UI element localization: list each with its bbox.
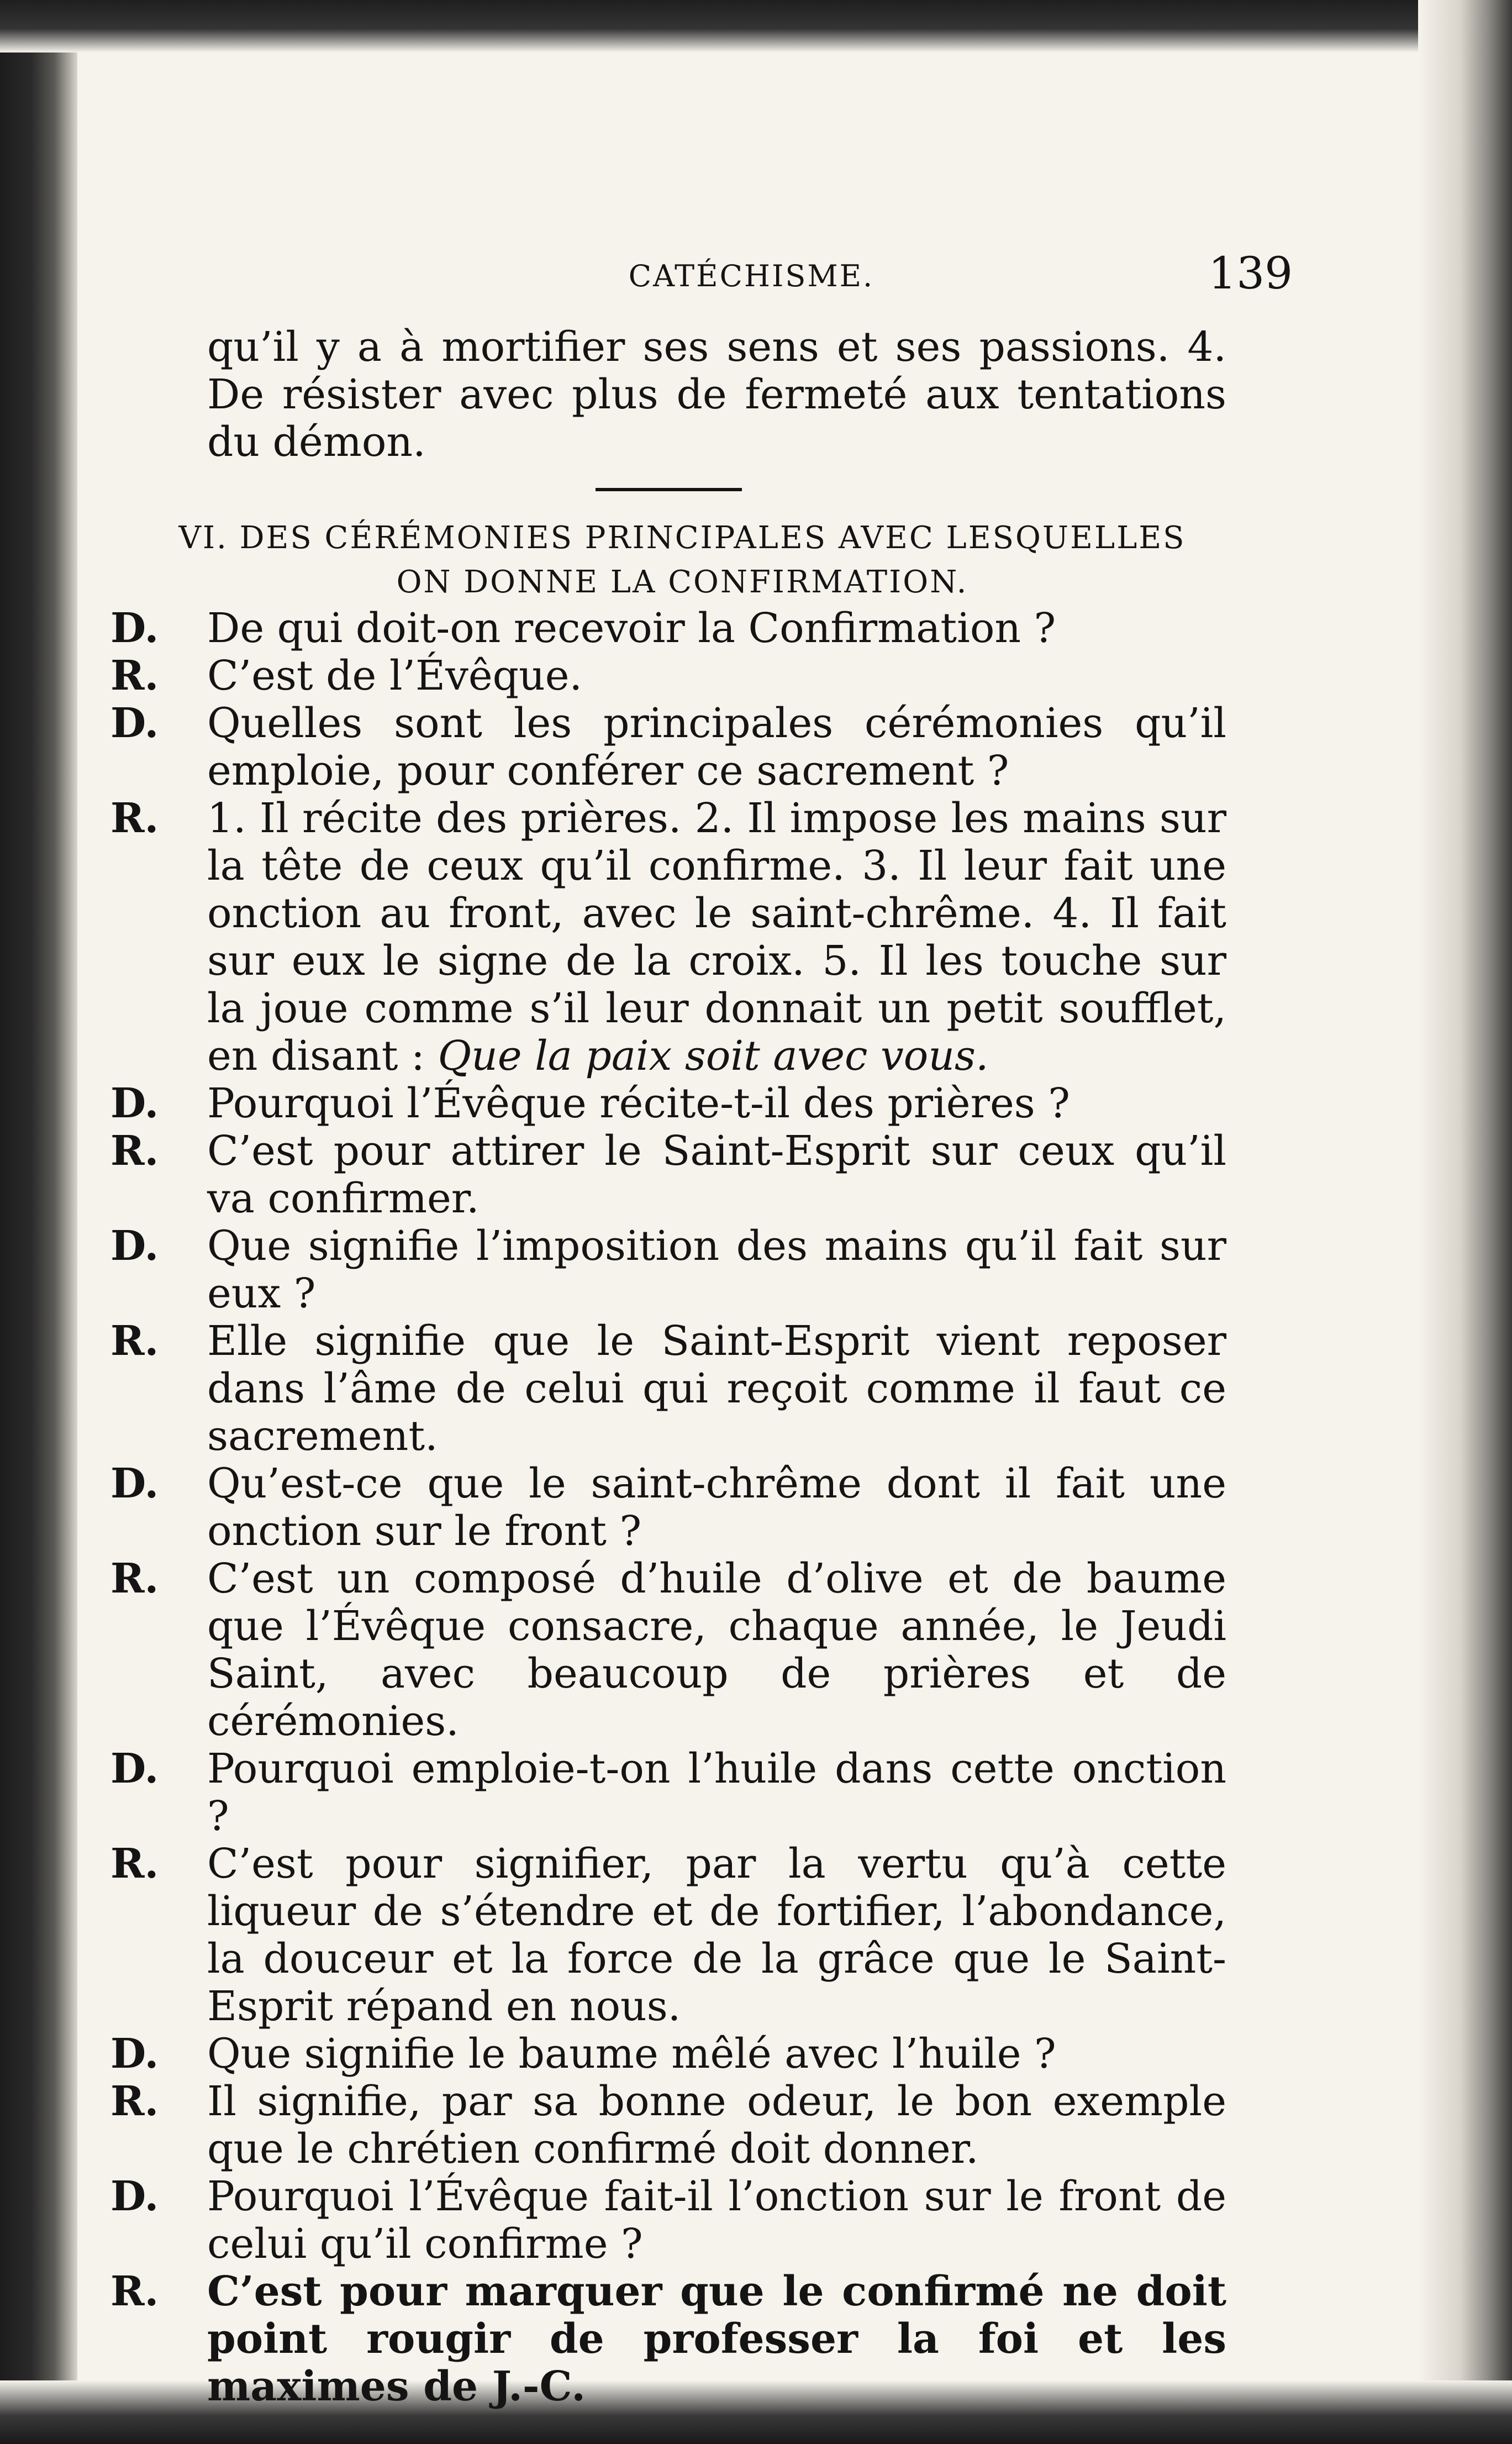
qa-text: Pourquoi l’Évêque récite-t-il des prières ? [207, 1080, 1070, 1127]
continuation-paragraph: qu’il y a à mortifier ses sens et ses passions. 4. De résister avec plus de fermeté aux tentations du démon. [207, 323, 1226, 466]
qa-marker: R. [110, 2078, 159, 2125]
qa-marker: R. [110, 652, 159, 700]
qa-text: Elle signifie que le Saint-Esprit vient reposer dans l’âme de celui qui reçoit comme il faut ce sacrement. [207, 1317, 1226, 1460]
qa-item [110, 1745, 1226, 1840]
page-right-edge [1418, 0, 1512, 2444]
qa-item [110, 1460, 1226, 1555]
qa-text: Pourquoi l’Évêque fait-il l’onction sur le front de celui qu’il confirme ? [207, 2173, 1226, 2268]
qa-item [110, 2268, 1226, 2410]
qa-marker: D. [110, 1080, 159, 1127]
section-rule [596, 488, 742, 491]
running-head: CATÉCHISME. [628, 259, 874, 293]
qa-marker: R. [110, 1840, 159, 1888]
qa-marker: R. [110, 1555, 159, 1602]
qa-text: Que signifie le baume mêlé avec l’huile ? [207, 2030, 1056, 2078]
qa-marker: D. [110, 2030, 159, 2078]
qa-item [110, 2078, 1226, 2173]
qa-text: Quelles sont les principales cérémonies qu’il emploie, pour conférer ce sacrement ? [207, 700, 1226, 795]
qa-item [110, 1555, 1226, 1745]
qa-marker: R. [110, 1317, 159, 1365]
qa-text: Pourquoi emploie-t-on l’huile dans cette onction ? [207, 1745, 1226, 1840]
qa-item [110, 652, 1226, 700]
qa-text: 1. Il récite des prières. 2. Il impose les mains sur la tête de ceux qu’il confirme. 3. Il leur fait une onction au front, avec le saint-chrême. 4. Il fait sur eux le signe de la croix. 5. Il les touche sur la joue comme s’il leur donnait un petit soufflet, en disant : [207, 795, 1226, 1080]
qa-text: C’est pour marquer que le confirmé ne doit point rougir de professer la foi et les maximes de J.-C. [207, 2268, 1226, 2410]
qa-marker: D. [110, 1460, 159, 1507]
section-title-line-1: VI. DES CÉRÉMONIES PRINCIPALES AVEC LESQUELLES [178, 520, 1186, 556]
page-top-edge [0, 0, 1512, 52]
qa-item [110, 795, 1226, 1080]
qa-text: C’est pour signifier, par la vertu qu’à cette liqueur de s’étendre et de fortifier, l’abondance, la douceur et la force de la grâce que le Saint-Esprit répand en nous. [207, 1840, 1226, 2030]
qa-item [110, 1317, 1226, 1460]
qa-item [110, 1127, 1226, 1222]
qa-item [110, 605, 1226, 652]
qa-marker: D. [110, 2173, 159, 2220]
page-binding-shadow [0, 0, 77, 2444]
qa-marker: D. [110, 700, 159, 747]
qa-text: De qui doit-on recevoir la Confirmation ? [207, 605, 1056, 652]
qa-marker: R. [110, 795, 159, 842]
qa-marker: D. [110, 605, 159, 652]
qa-marker: D. [110, 1222, 159, 1270]
qa-marker: R. [110, 1127, 159, 1175]
qa-italic-quote: Que la paix soit avec vous. [438, 1032, 989, 1080]
qa-marker: R. [110, 2268, 159, 2315]
qa-text: Que signifie l’imposition des mains qu’il fait sur eux ? [207, 1222, 1226, 1317]
page-header [210, 248, 1293, 297]
qa-text: C’est de l’Évêque. [207, 652, 583, 700]
qa-text: C’est un composé d’huile d’olive et de baume que l’Évêque consacre, chaque année, le Jeudi Saint, avec beaucoup de prières et de cérémonies. [207, 1555, 1226, 1745]
page-number: 139 [1208, 248, 1293, 299]
qa-item [110, 1222, 1226, 1317]
qa-item [110, 1840, 1226, 2030]
qa-text: C’est pour attirer le Saint-Esprit sur ceux qu’il va confirmer. [207, 1127, 1226, 1222]
qa-item [110, 1080, 1226, 1127]
qa-item [110, 2030, 1226, 2078]
qa-text: Il signifie, par sa bonne odeur, le bon exemple que le chrétien confirmé doit donner. [207, 2078, 1226, 2173]
qa-marker: D. [110, 1745, 159, 1793]
section-title-line-2: ON DONNE LA CONFIRMATION. [396, 564, 968, 600]
qa-item [110, 2173, 1226, 2268]
qa-item [110, 700, 1226, 795]
qa-text: Qu’est-ce que le saint-chrême dont il fait une onction sur le front ? [207, 1460, 1226, 1555]
page-body [110, 323, 1226, 2410]
